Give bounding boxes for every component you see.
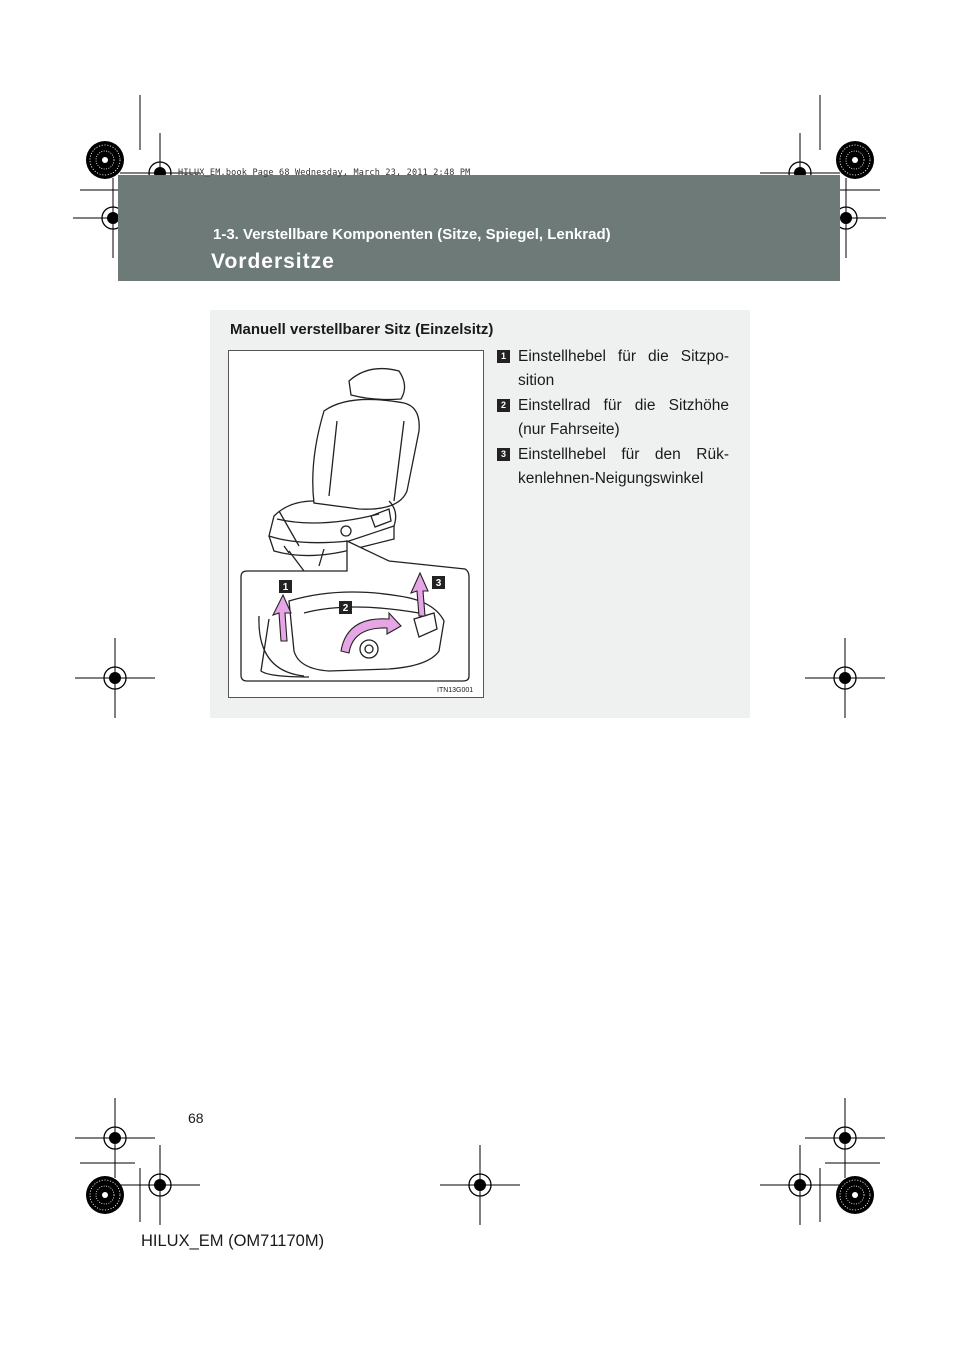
svg-text:1: 1 (282, 582, 289, 593)
item-number: 3 (497, 448, 510, 461)
page-title: Vordersitze (211, 250, 335, 273)
figure (228, 350, 484, 698)
item-number: 2 (497, 399, 510, 412)
figure-code: ITN13G001 (437, 687, 474, 694)
print-info: HILUX_EM.book Page 68 Wednesday, March 23, 2011 2:48 PM (178, 168, 471, 178)
svg-text:3: 3 (435, 578, 442, 589)
item-number: 1 (497, 350, 510, 363)
list-item (497, 345, 729, 393)
item-text: Einstellhebel für die Sitzpo-sition (518, 348, 729, 389)
list-item (497, 394, 729, 442)
subheading: Manuell verstellbarer Sitz (Einzelsitz) (230, 321, 494, 338)
seat-adjustment-illustration (229, 351, 485, 699)
item-text: Einstellhebel für den Rük-kenlehnen-Neigungswinkel (518, 446, 729, 487)
item-text: Einstellrad für die Sitzhöhe (nur Fahrseite) (518, 397, 729, 438)
section-title: 1-3. Verstellbare Komponenten (Sitze, Spiegel, Lenkrad) (213, 226, 611, 243)
list-item (497, 443, 729, 491)
page-number: 68 (188, 1110, 204, 1126)
footer-code: HILUX_EM (OM71170M) (141, 1232, 325, 1250)
svg-text:2: 2 (342, 603, 349, 614)
